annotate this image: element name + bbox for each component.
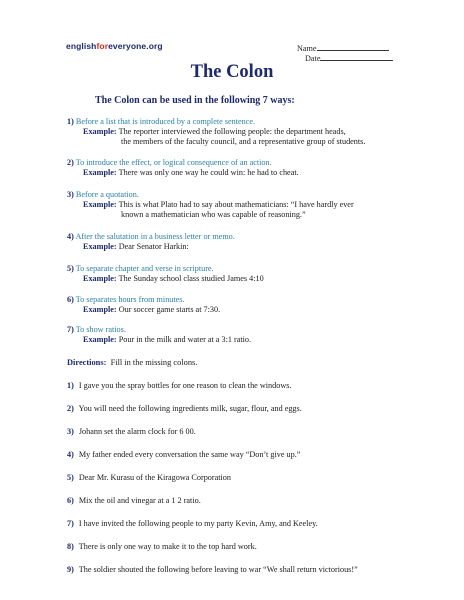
question-7[interactable] xyxy=(67,519,318,529)
date-blank-line[interactable] xyxy=(320,53,393,61)
example-text: This is what Plato had to say about mathematicians: “I have hardly ever xyxy=(118,200,354,209)
example-text: Dear Senator Harkin: xyxy=(118,242,189,251)
example-text: There was only one way he could win: he had to cheat. xyxy=(118,168,299,177)
rule-2 xyxy=(67,158,272,168)
rule-1 xyxy=(67,117,255,127)
question-5[interactable] xyxy=(67,473,231,483)
example-text: Our soccer game starts at 7:30. xyxy=(118,305,221,314)
rule-3-example xyxy=(83,200,354,210)
rule-text: Before a quotation. xyxy=(75,190,139,199)
rule-text: To separates hours from minutes. xyxy=(75,295,185,304)
rule-3-example-continued: known a mathematician who was capable of reasoning.” xyxy=(121,210,306,219)
example-label: Example: xyxy=(83,168,117,177)
example-text: The reporter interviewed the following people: the department heads, xyxy=(118,127,346,136)
question-text: The soldier shouted the following before leaving to war “We shall return victorious!” xyxy=(78,565,358,574)
logo-part-for: for xyxy=(96,41,109,51)
rule-7-example xyxy=(83,335,251,345)
rule-number: 7) xyxy=(67,325,74,334)
example-label: Example: xyxy=(83,127,117,136)
question-text: I gave you the spray bottles for one reason to clean the windows. xyxy=(78,381,292,390)
rule-text: After the salutation in a business letter or memo. xyxy=(75,232,235,241)
question-number: 9) xyxy=(67,565,74,574)
rule-5-example xyxy=(83,274,264,284)
question-number: 3) xyxy=(67,427,74,436)
question-text: Mix the oil and vinegar at a 1 2 ratio. xyxy=(78,496,201,505)
rule-4-example xyxy=(83,242,189,252)
example-label: Example: xyxy=(83,242,117,251)
example-label: Example: xyxy=(83,335,117,344)
question-2[interactable] xyxy=(67,404,302,414)
directions-label: Directions: xyxy=(67,358,107,367)
question-text: There is only one way to make it to the top hard work. xyxy=(78,542,257,551)
rule-number: 2) xyxy=(67,158,74,167)
question-text: Johann set the alarm clock for 6 00. xyxy=(78,427,196,436)
question-1[interactable] xyxy=(67,381,291,391)
directions-text: Fill in the missing colons. xyxy=(110,358,198,367)
directions xyxy=(67,358,197,367)
example-text: Pour in the milk and water at a 3:1 ratio. xyxy=(118,335,252,344)
example-label: Example: xyxy=(83,305,117,314)
rule-number: 5) xyxy=(67,264,74,273)
question-text: You will need the following ingredients milk, sugar, flour, and eggs. xyxy=(78,404,302,413)
rule-number: 4) xyxy=(67,232,74,241)
rule-7 xyxy=(67,325,126,335)
page-title: The Colon xyxy=(190,62,274,82)
question-number: 7) xyxy=(67,519,74,528)
rule-2-example xyxy=(83,168,299,178)
page-subtitle: The Colon can be used in the following 7 ways: xyxy=(95,95,295,106)
rule-3 xyxy=(67,190,139,200)
rule-text: Before a list that is introduced by a complete sentence. xyxy=(75,117,256,126)
name-label: Name xyxy=(297,44,317,53)
rule-1-example-continued: the members of the faculty council, and a representative group of students. xyxy=(121,137,366,146)
question-4[interactable] xyxy=(67,450,300,460)
question-text: I have invited the following people to my party Kevin, Amy, and Keeley. xyxy=(78,519,318,528)
date-label: Date xyxy=(305,54,321,63)
name-field[interactable] xyxy=(297,43,389,53)
rule-text: To separate chapter and verse in scripture. xyxy=(75,264,214,273)
question-3[interactable] xyxy=(67,427,196,437)
question-text: My father ended every conversation the same way “Don’t give up.” xyxy=(78,450,301,459)
question-6[interactable] xyxy=(67,496,201,506)
name-blank-line[interactable] xyxy=(317,43,389,51)
rule-5 xyxy=(67,264,214,274)
logo-part-everyone: everyone.org xyxy=(108,41,163,51)
question-text: Dear Mr. Kurasu of the Kiragowa Corporation xyxy=(78,473,231,482)
example-text: The Sunday school class studied James 4:10 xyxy=(118,274,264,283)
rule-number: 3) xyxy=(67,190,74,199)
rule-4 xyxy=(67,232,235,242)
question-number: 1) xyxy=(67,381,74,390)
rule-text: To show ratios. xyxy=(75,325,126,334)
rule-6 xyxy=(67,295,185,305)
rule-1-example xyxy=(83,127,346,137)
question-8[interactable] xyxy=(67,542,257,552)
question-number: 2) xyxy=(67,404,74,413)
rule-number: 6) xyxy=(67,295,74,304)
rule-6-example xyxy=(83,305,220,315)
rule-text: To introduce the effect, or logical consequence of an action. xyxy=(75,158,272,167)
question-number: 8) xyxy=(67,542,74,551)
site-logo xyxy=(66,41,163,51)
question-number: 5) xyxy=(67,473,74,482)
question-number: 4) xyxy=(67,450,74,459)
question-9[interactable] xyxy=(67,565,358,575)
logo-part-english: english xyxy=(66,41,97,51)
question-number: 6) xyxy=(67,496,74,505)
example-label: Example: xyxy=(83,274,117,283)
example-label: Example: xyxy=(83,200,117,209)
rule-number: 1) xyxy=(67,117,74,126)
